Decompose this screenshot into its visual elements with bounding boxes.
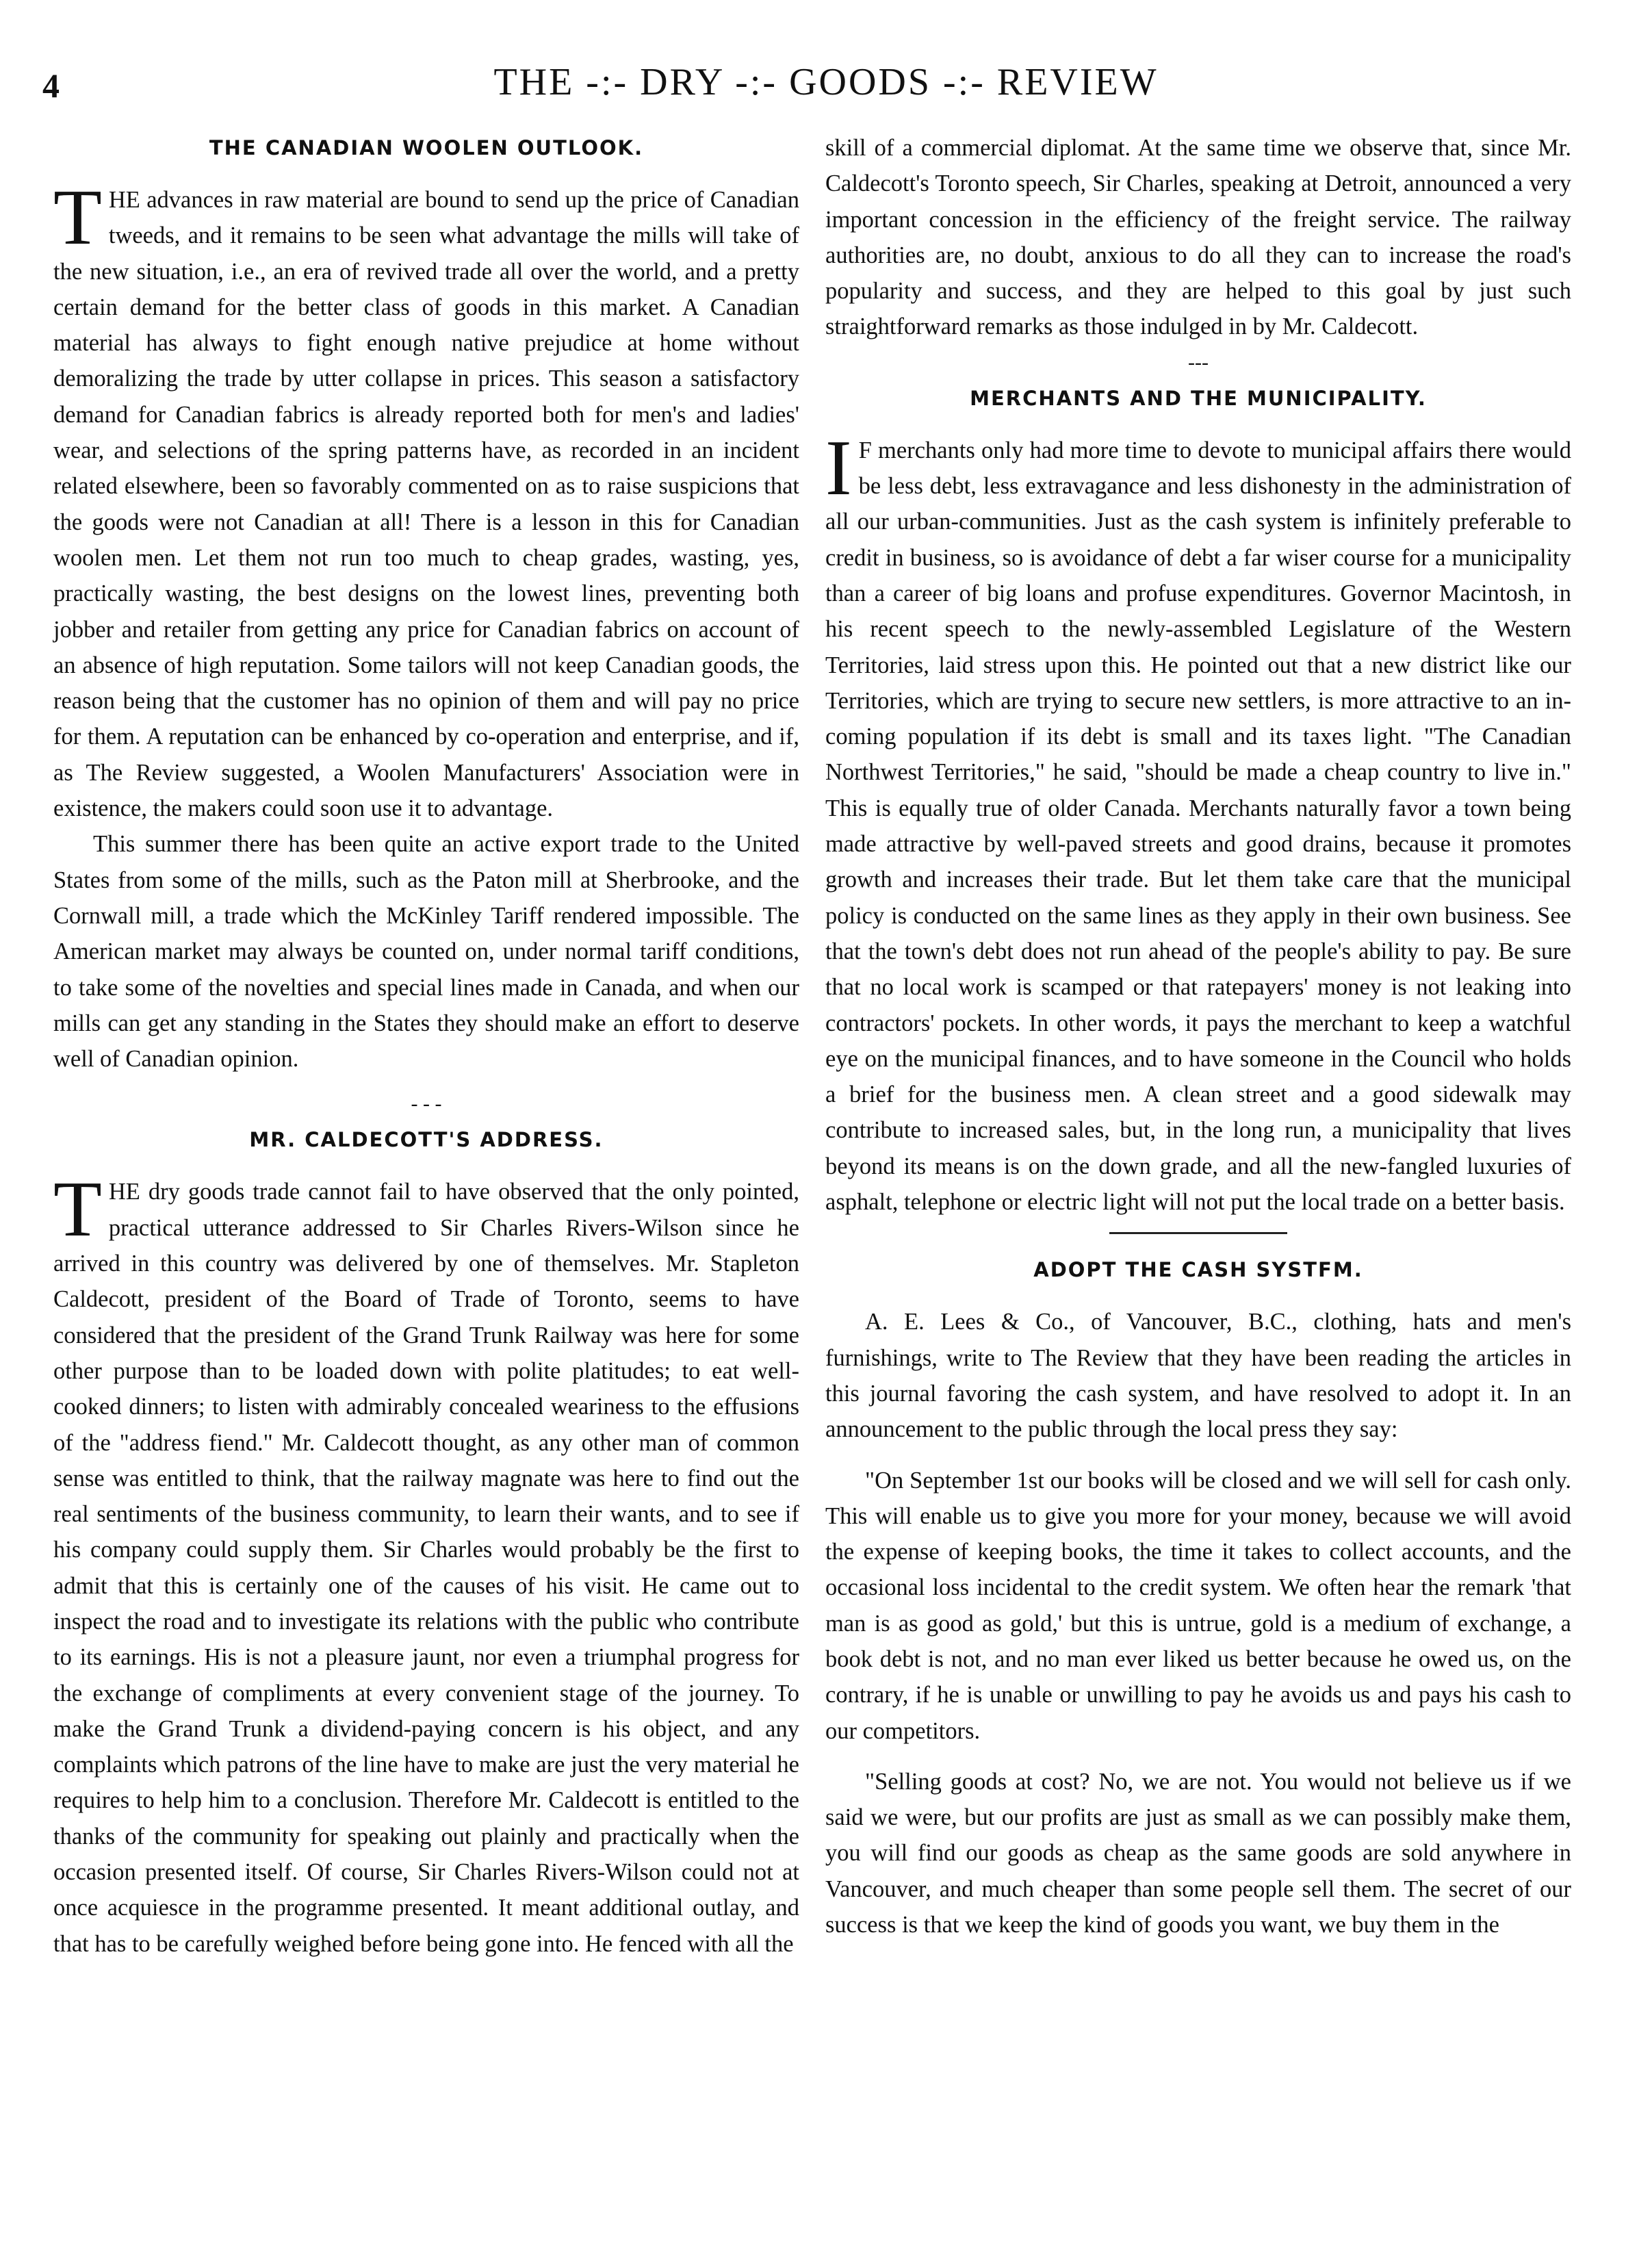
article-paragraph [53,1166,799,1962]
left-column [53,130,799,1962]
article-paragraph [53,174,799,826]
article-paragraph: This summer there has been quite an active export trade to the United States from some of the mills, such as the Paton mill at Sherbrooke, and the Cornwall mill, a trade which the McKinley Tariff rendered impossible. The American market may always be counted on, under normal tariff conditions, to take some of the novelties and special lines made in Canada, and when our mills can get any standing in the States they should make an effort to deserve well of Canadian opinion. [53,831,799,1073]
article-paragraph: "On September 1st our books will be closed and we will sell for cash only. This will enable us to give you more for your money, because we will avoid the expense of keeping books, the time it takes to collect accounts, and the occasional loss incidental to the credit system. We often hear the remark 'that man is as good as gold,' but this is untrue, gold is a medium of exchange, a book debt is not, and no man ever liked us better because he owed us, on the contrary, if he is unable or unwilling to pay he avoids us and pays his cash to our competitors. [825,1467,1571,1744]
article-title-adopt-cash-system: ADOPT THE CASH SYSTFM. [1033,1258,1363,1282]
section-rule [1109,1232,1287,1234]
section-separator: - - - [411,1092,442,1116]
paragraph-text: F merchants only had more time to devote to municipal affairs there would be less debt, less extravagance and less dishonesty in the administration of all our urban-communities. Just as the cash system is infinitely preferable to credit in business, so is avoidance of debt a far wiser course for a municipality than a career of big loans and profuse expenditures. Governor Macintosh, in his recent speech to the newly-assembled Legislature of the Western Territories, laid stress upon this. He pointed out that a new district like our Territories, which are trying to secure new settlers, is more attractive to an in-coming population if its debt is small and its taxes light. "The Canadian Northwest Territories," he said, "should be made a cheap country to live in." This is equally true of older Canada. Merchants naturally favor a town being made attractive by well-paved streets and good drains, because it promotes growth and increases their trade. But let them take care that the municipal policy is conducted on the same lines as they apply in their own business. See that the town's debt does not run ahead of the people's ability to pay. Be sure that no local work is scamped or that ratepayers' money is not leaking into contractors' pockets. In other words, it pays the merchant to keep a watchful eye on the municipal finances, and to have someone in the Council who holds a brief for the business men. A clean street and a good sidewalk may contribute to increased sales, but, in the long run, a municipality that lives beyond its means is on the down grade, and all the new-fangled luxuries of asphalt, telephone or electric light will not put the local trade on a better basis. [825,437,1571,1216]
drop-cap: I [825,424,852,512]
article-paragraph [825,424,1571,1220]
article-paragraph: A. E. Lees & Co., of Vancouver, B.C., clothing, hats and men's furnishings, write to The Review that they have been reading the articles in this journal favoring the cash system, and have resolved to adopt it. In an announcement to the public through the local press they say: [825,1309,1571,1443]
article-paragraph: "Selling goods at cost? No, we are not. You would not believe us if we said we were, but our profits are just as small as we can possibly make them, you will find our goods as cheap as the same goods are sold anywhere in Vancouver, and much cheaper than some people sell them. The secret of our success is that we keep the kind of goods you want, we buy them in the [825,1768,1571,1938]
paragraph-gap [825,1749,1571,1764]
article-paragraph: skill of a commercial diplomat. At the same time we observe that, since Mr. Caldecott's Toronto speech, Sir Charles, speaking at Detroit, announced a very important concession in the efficiency of the freight service. The railway authorities are, no doubt, anxious to do all they can to increase the road's popularity and success, and they are helped to this goal by just such straightforward remarks as those indulged in by Mr. Caldecott. [825,135,1571,340]
article-title-woolen-outlook: THE CANADIAN WOOLEN OUTLOOK. [209,136,644,159]
paragraph-text: HE advances in raw material are bound to send up the price of Canadian tweeds, and it remains to be seen what advantage the mills will take of the new situation, i.e., an era of revived trade all over the world, and a pretty certain demand for the better class of goods in this market. A Canadian material has always to fight enough native prejudice at home without demoralizing the trade by utter collapse in prices. This season a satisfactory demand for Canadian fabrics is already reported both for men's and ladies' wear, and selections of the spring patterns have, as recorded in an incident related elsewhere, been so favorably commented on as to raise suspicions that the goods were not Canadian at all! There is a lesson in this for Canadian woolen men. Let them not run too much to cheap grades, wasting, yes, practically wasting, the best designs on the lowest lines, preventing both jobber and retailer from getting any price for Canadian fabrics on account of an absence of high reputation. Some tailors will not keep Canadian goods, the reason being that the customer has no opinion of them and will pay no price for them. A reputation can be enhanced by co-operation and enterprise, and if, as The Review suggested, a Woolen Manufacturers' Association were in existence, the makers could soon use it to advantage. [53,187,799,822]
drop-cap: T [53,1166,102,1254]
running-head: THE -:- DRY -:- GOODS -:- REVIEW [493,61,1159,103]
article-title-caldecott-address: MR. CALDECOTT'S ADDRESS. [249,1128,604,1152]
paragraph-gap [825,1448,1571,1463]
article-title-merchants-municipality: MERCHANTS AND THE MUNICIPALITY. [970,386,1427,410]
section-separator: --- [1188,350,1209,374]
right-column [825,130,1571,1943]
page-number: 4 [42,66,60,105]
drop-cap: T [53,174,102,261]
paragraph-text: HE dry goods trade cannot fail to have observed that the only pointed, practical utterance addressed to Sir Charles Rivers-Wilson since he arrived in this country was delivered by one of themselves. Mr. Stapleton Caldecott, president of the Board of Trade of Toronto, seems to have considered that the president of the Grand Trunk Railway was here for some other purpose than to be loaded down with polite platitudes; to eat well-cooked dinners; to listen with admirably concealed weariness to the effusions of the "address fiend." Mr. Caldecott thought, as any other man of common sense was entitled to think, that the railway magnate was here to find out the real sentiments of the business community, to learn their wants, and to see if his company could supply them. Sir Charles would probably be the first to admit that this is certainly one of the causes of his visit. He came out to inspect the road and to investigate its relations with the public who contribute to its earnings. His is not a pleasure jaunt, nor even a triumphal progress for the exchange of compliments at every convenient stage of the journey. To make the Grand Trunk a dividend-paying concern is his object, and any complaints which patrons of the line have to make are just the very material he requires to help him to a conclusion. Therefore Mr. Caldecott is entitled to the thanks of the community for speaking out plainly and practically when the occasion presented itself. Of course, Sir Charles Rivers-Wilson could not at once acquiesce in the programme presented. It meant additional outlay, and that has to be carefully weighed before being gone into. He fenced with all the [53,1179,799,1957]
